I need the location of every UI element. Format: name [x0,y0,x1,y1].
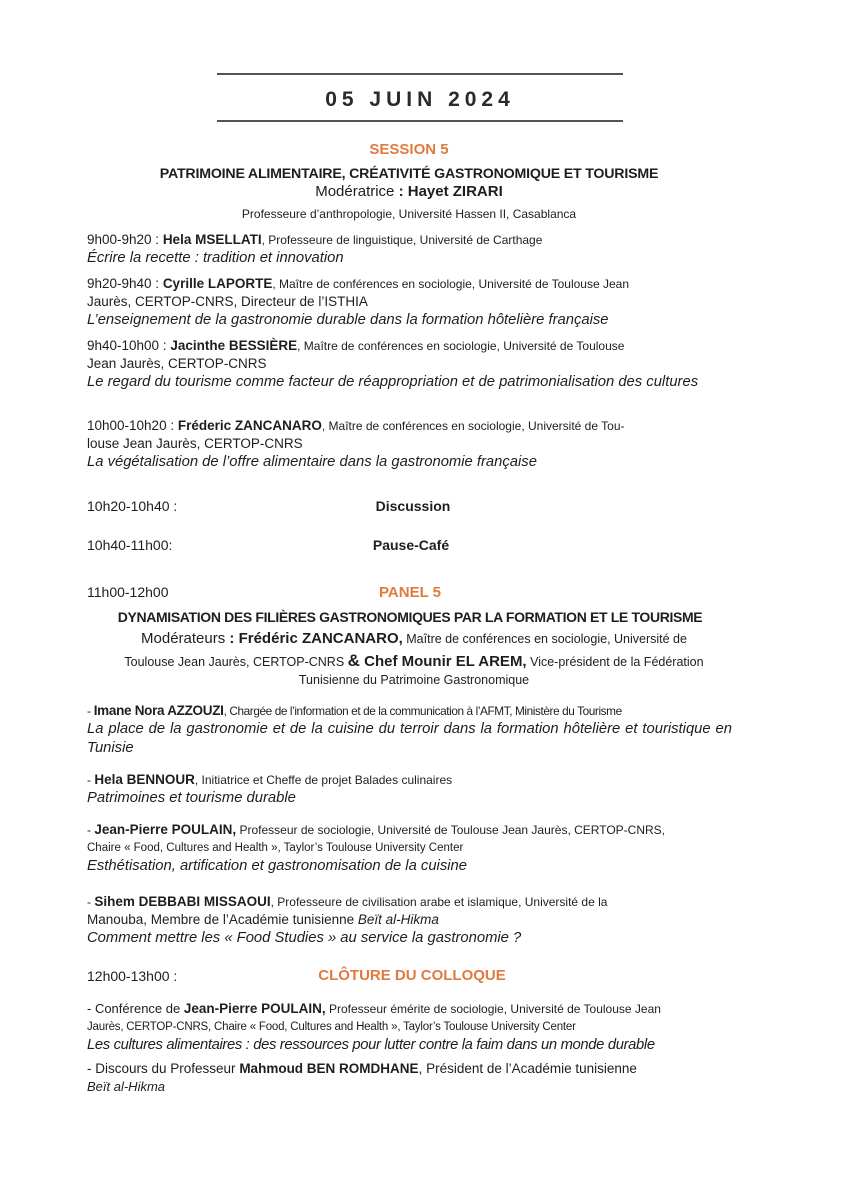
speaker-name: Imane Nora AZZOUZI [93,703,224,718]
speaker-name: Hela BENNOUR [94,772,195,787]
speaker-affiliation-cont: Jaurès, CERTOP-CNRS, Directeur de l’ISTHIA [87,294,368,309]
speaker-affiliation: , Maître de conférences en sociologie, Université de Toulouse Jean [272,277,629,291]
speaker-name: Cyrille LAPORTE [162,276,273,291]
session-moderator [86,183,732,200]
talk-title: Le regard du tourisme comme facteur de réappropriation et de patrimonialisation des cultures [87,374,699,390]
talk-time: 10h00-10h20 : [87,418,178,433]
speaker-affiliation: , Professeure de civilisation arabe et islamique, Université de la [270,895,608,909]
speaker-name: Jacinthe BESSIÈRE [170,338,298,353]
bullet-dash: - [87,895,95,909]
break-label: Pause-Café [372,537,450,553]
closing-item [87,1060,732,1096]
speaker-affiliation: , Initiatrice et Cheffe de projet Balades culinaires [194,773,453,787]
bottom-divider [217,120,623,122]
session-talk [87,275,732,330]
talk-title: Comment mettre les « Food Studies » au service la gastronomie ? [87,930,522,946]
institution-name: Beït al-Hikma [357,912,439,927]
speaker-name: Fréderic ZANCANARO [177,418,322,433]
speaker-affiliation: , Professeure de linguistique, Université de Carthage [261,233,543,247]
speaker-affiliation: Professeur émérite de sociologie, Université de Toulouse Jean [325,1002,661,1016]
talk-title: Patrimoines et tourisme durable [87,790,296,806]
speaker-name: Jean-Pierre POULAIN, [94,822,237,837]
session-title: PATRIMOINE ALIMENTAIRE, CRÉATIVITÉ GASTRONOMIQUE ET TOURISME [159,166,659,182]
date-heading: 05 JUIN 2024 [325,88,515,111]
panel-talk [87,702,732,758]
moderator-affiliation: Vice-président de la Fédération [526,655,704,669]
session-talk [87,337,732,392]
speaker-affiliation: , Président de l’Académie tunisienne [418,1061,637,1076]
speaker-name: Hela MSELLATI [162,232,262,247]
panel-label: PANEL 5 [379,584,441,601]
bullet-dash: - [87,773,95,787]
talk-title: Écrire la recette : tradition et innovation [87,250,344,266]
institution-name: Beït al-Hikma [87,1079,166,1094]
moderator-affiliation: Maître de conférences en sociologie, Université de [402,632,687,646]
bullet-dash: - [87,823,95,837]
session-talk [87,231,732,268]
bullet-dash: - [87,704,94,718]
break-time: 10h40-11h00: [87,537,173,553]
session-talk [87,417,732,472]
speaker-name: Mahmoud BEN ROMDHANE [239,1061,419,1076]
moderator-affiliation-cont: Tunisienne du Patrimoine Gastronomique [298,673,530,687]
item-prefix: - Discours du Professeur [87,1061,240,1076]
speaker-affiliation-cont: Jean Jaurès, CERTOP-CNRS [87,356,267,371]
moderator-name: Hayet ZIRARI [407,183,503,200]
talk-title: Les cultures alimentaires : des ressources pour lutter contre la faim dans un monde durable [87,1037,655,1053]
closing-item [87,1000,732,1055]
moderator-prefix: Modératrice [315,183,395,200]
talk-title: La végétalisation de l’offre alimentaire dans la gastronomie française [87,454,537,470]
top-divider [217,73,623,75]
closing-label: CLÔTURE DU COLLOQUE [318,967,506,984]
speaker-affiliation-cont: louse Jean Jaurès, CERTOP-CNRS [87,436,303,451]
panel-title: DYNAMISATION DES FILIÈRES GASTRONOMIQUES PAR LA FORMATION ET LE TOURISME [117,609,703,625]
panel-talk [87,771,732,808]
moderator-sep: : [394,183,408,200]
speaker-affiliation: , Maître de conférences en sociologie, Université de Toulouse [297,339,625,353]
talk-title: L’enseignement de la gastronomie durable dans la formation hôtelière française [87,312,609,328]
session-label: SESSION 5 [369,141,449,158]
talk-time: 9h40-10h00 : [87,338,171,353]
panel-time: 11h00-12h00 [87,584,169,600]
break-time: 10h20-10h40 : [87,498,178,514]
speaker-affiliation-cont: Chaire « Food, Cultures and Health », Taylor’s Toulouse University Center [87,842,464,854]
moderator-affiliation: Professeure d’anthropologie, Université Hassen II, Casablanca [241,207,577,221]
speaker-name: Sihem DEBBABI MISSAOUI [94,894,271,909]
speaker-affiliation-cont: Manouba, Membre de l’Académie tunisienne [87,912,358,927]
talk-time: 9h20-9h40 : [87,276,163,291]
talk-title: La place de la gastronomie et de la cuisine du terroir dans la formation hôtelière et touristique en Tunisie [87,721,732,756]
panel-talk [87,821,732,876]
talk-time: 9h00-9h20 : [87,232,163,247]
break-label: Discussion [375,498,451,514]
panel-talk [87,893,732,948]
speaker-affiliation: , Maître de conférences en sociologie, Université de Tou- [321,419,625,433]
speaker-affiliation-cont: Jaurès, CERTOP-CNRS, Chaire « Food, Cultures and Health », Taylor’s Toulouse University Center [87,1021,576,1033]
panel-moderators [84,628,744,688]
speaker-name: Jean-Pierre POULAIN, [183,1001,326,1016]
talk-title: Esthétisation, artification et gastronomisation de la cuisine [87,858,467,874]
ampersand: & [347,651,360,670]
item-prefix: - Conférence de [87,1001,184,1016]
moderator-name: Chef Mounir EL AREM, [359,653,527,670]
moderators-prefix: Modérateurs [141,630,226,647]
moderator-name: Frédéric ZANCANARO, [238,630,403,647]
speaker-affiliation: Professeur de sociologie, Université de Toulouse Jean Jaurès, CERTOP-CNRS, [236,823,666,837]
moderator-affiliation-cont: Toulouse Jean Jaurès, CERTOP-CNRS [124,655,348,669]
moderators-sep: : [225,630,239,647]
closing-time: 12h00-13h00 : [87,968,178,984]
speaker-affiliation: , Chargée de l’information et de la communication à l’AFMT, Ministère du Tourisme [223,704,622,718]
